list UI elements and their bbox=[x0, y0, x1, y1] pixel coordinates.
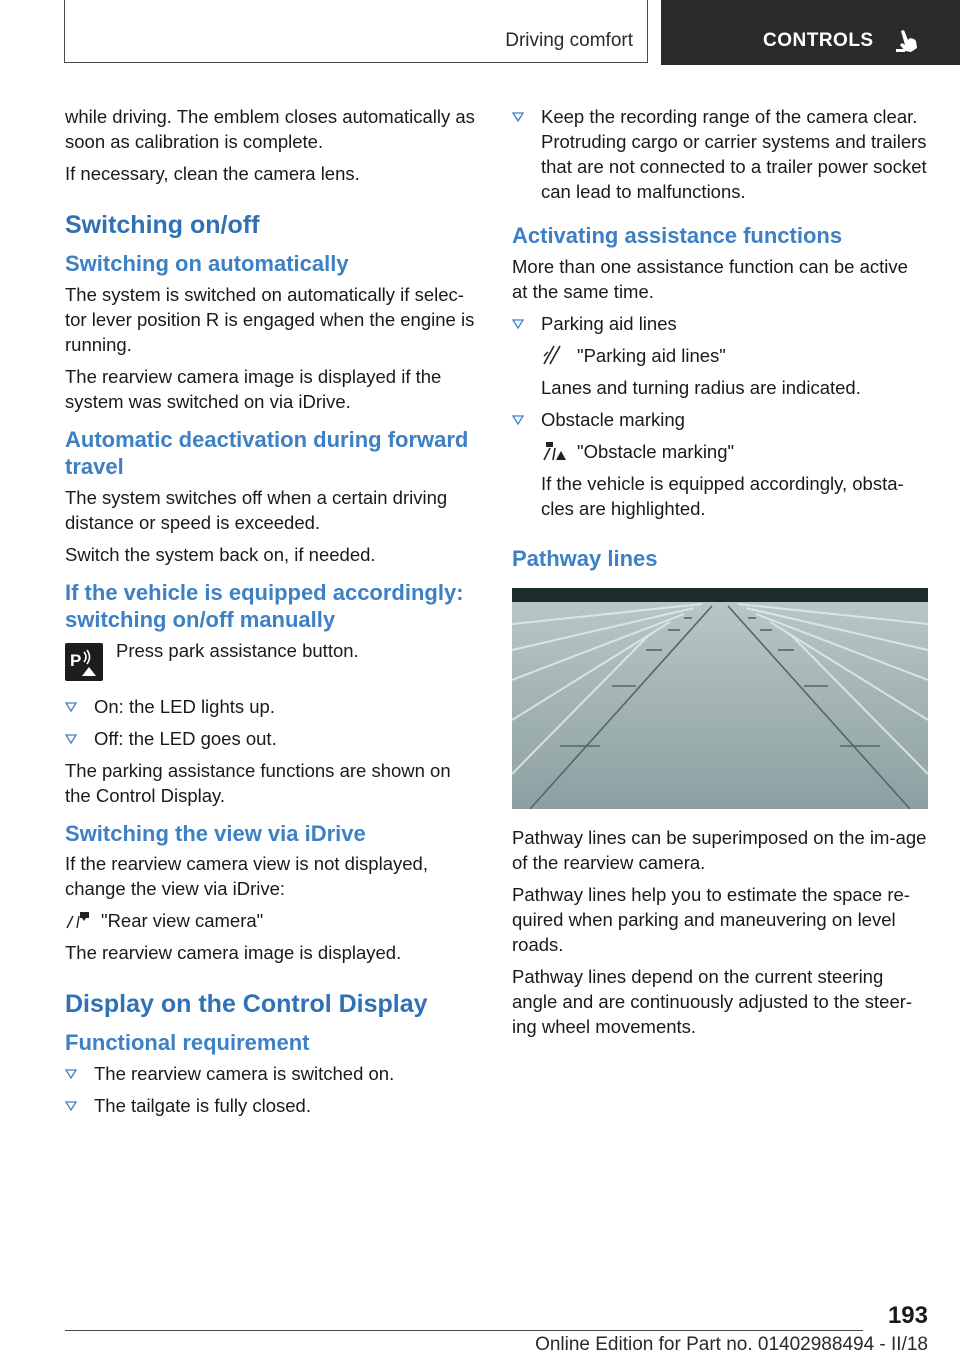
triangle-bullet-icon bbox=[65, 702, 77, 712]
list-item-text: The rearview camera is switched on. bbox=[94, 1062, 395, 1084]
paragraph: Pathway lines can be superimposed on the im‐age of the rearview camera. bbox=[512, 827, 927, 873]
park-assist-text: Press park assistance button. bbox=[116, 639, 359, 661]
rear-view-camera-label: "Rear view camera" bbox=[101, 910, 264, 931]
header-chapter-box bbox=[661, 0, 960, 65]
triangle-bullet-icon bbox=[512, 112, 524, 122]
page-number: 193 bbox=[887, 1302, 928, 1329]
heading-switching-view: Switching the view via iDrive bbox=[65, 820, 366, 846]
paragraph: The rearview camera image is displayed. bbox=[65, 942, 402, 963]
list-item-text: Keep the recording range of the camera clear. Protruding cargo or carrier systems and trailers that are not connected to a trailer power socket can lead to malfunctions. bbox=[541, 106, 927, 202]
list-item bbox=[65, 1093, 477, 1118]
heading-display-control-display: Display on the Control Display bbox=[65, 990, 428, 1018]
header-chapter-title: CONTROLS bbox=[763, 30, 874, 51]
paragraph: If necessary, clean the camera lens. bbox=[65, 163, 360, 184]
pathway-lines-image bbox=[512, 588, 928, 809]
paragraph: The parking assistance functions are shown on the Control Display. bbox=[65, 759, 451, 806]
header-section-title: Driving comfort bbox=[505, 30, 633, 51]
paragraph: Pathway lines help you to estimate the space re‐quired when parking and maneuvering on level roads. bbox=[512, 884, 910, 955]
footer-divider bbox=[65, 1330, 863, 1331]
paragraph: If the vehicle is equipped accordingly, obsta‐cles are highlighted. bbox=[541, 472, 904, 519]
paragraph: Lanes and turning radius are indicated. bbox=[541, 376, 861, 398]
parking-aid-details bbox=[541, 343, 928, 400]
heading-automatic-deactivation: Automatic deactivation during forward travel bbox=[65, 426, 469, 479]
triangle-bullet-icon bbox=[512, 415, 524, 425]
list-item-text: On: the LED lights up. bbox=[94, 695, 275, 717]
heading-switching-on-automatically: Switching on automatically bbox=[65, 251, 349, 276]
right-column bbox=[512, 104, 928, 1046]
heading-functional-requirement: Functional requirement bbox=[65, 1030, 310, 1055]
obstacle-marking-menu-item bbox=[541, 439, 928, 464]
paragraph: More than one assistance function can be active at the same time. bbox=[512, 255, 908, 302]
triangle-bullet-icon bbox=[65, 1069, 77, 1079]
parking-aid-menu-item bbox=[541, 343, 928, 368]
paragraph: Pathway lines depend on the current steering angle and are continuously adjusted to the steer‐ing wheel movements. bbox=[512, 966, 913, 1037]
paragraph: The rearview camera image is displayed if the system was switched on via iDrive. bbox=[65, 365, 442, 412]
obstacle-marking-label: "Obstacle marking" bbox=[577, 440, 735, 462]
paragraph: while driving. The emblem closes automatically as soon as calibration is complete. bbox=[65, 106, 475, 152]
obstacle-marking-details bbox=[541, 439, 928, 521]
list-item bbox=[65, 694, 477, 719]
paragraph: The system switches off when a certain driving distance or speed is exceeded. bbox=[65, 486, 448, 533]
list-item-text: Obstacle marking bbox=[541, 408, 685, 430]
list-item bbox=[512, 311, 928, 336]
svg-text:P: P bbox=[70, 650, 82, 670]
triangle-bullet-icon bbox=[512, 319, 524, 329]
edition-text: Online Edition for Part no. 01402988494 - II/18 bbox=[535, 1334, 928, 1355]
heading-manual-switching: If the vehicle is equipped accordingly: switching on/off manually bbox=[65, 579, 464, 632]
list-item bbox=[512, 407, 928, 432]
list-item-text: Off: the LED goes out. bbox=[94, 727, 277, 749]
pointing-hand-icon bbox=[895, 27, 921, 53]
list-item bbox=[65, 1061, 477, 1086]
park-assist-instruction bbox=[65, 638, 477, 682]
triangle-bullet-icon bbox=[65, 1101, 77, 1111]
header-section-box bbox=[64, 0, 648, 63]
parking-aid-label: "Parking aid lines" bbox=[577, 344, 726, 366]
paragraph: The system is switched on automatically if selec‐tor lever position R is engaged when the engine is running. bbox=[65, 283, 475, 355]
heading-switching-on-off: Switching on/off bbox=[65, 211, 260, 239]
obstacle-marking-icon bbox=[541, 440, 567, 462]
park-assist-button-icon bbox=[65, 643, 103, 681]
list-item-text: The tailgate is fully closed. bbox=[94, 1094, 311, 1116]
heading-pathway-lines: Pathway lines bbox=[512, 545, 658, 571]
triangle-bullet-icon bbox=[65, 734, 77, 744]
list-item bbox=[65, 726, 477, 751]
rear-view-camera-icon bbox=[65, 909, 91, 931]
list-item bbox=[512, 104, 928, 204]
rear-view-camera-menu-item bbox=[65, 908, 477, 933]
paragraph: If the rearview camera view is not displayed, change the view via iDrive: bbox=[65, 853, 428, 899]
left-column bbox=[65, 104, 477, 1125]
list-item-text: Parking aid lines bbox=[541, 312, 677, 334]
heading-activating-assistance: Activating assistance functions bbox=[512, 223, 843, 248]
parking-aid-lines-icon bbox=[541, 344, 567, 366]
paragraph: Switch the system back on, if needed. bbox=[65, 543, 376, 565]
